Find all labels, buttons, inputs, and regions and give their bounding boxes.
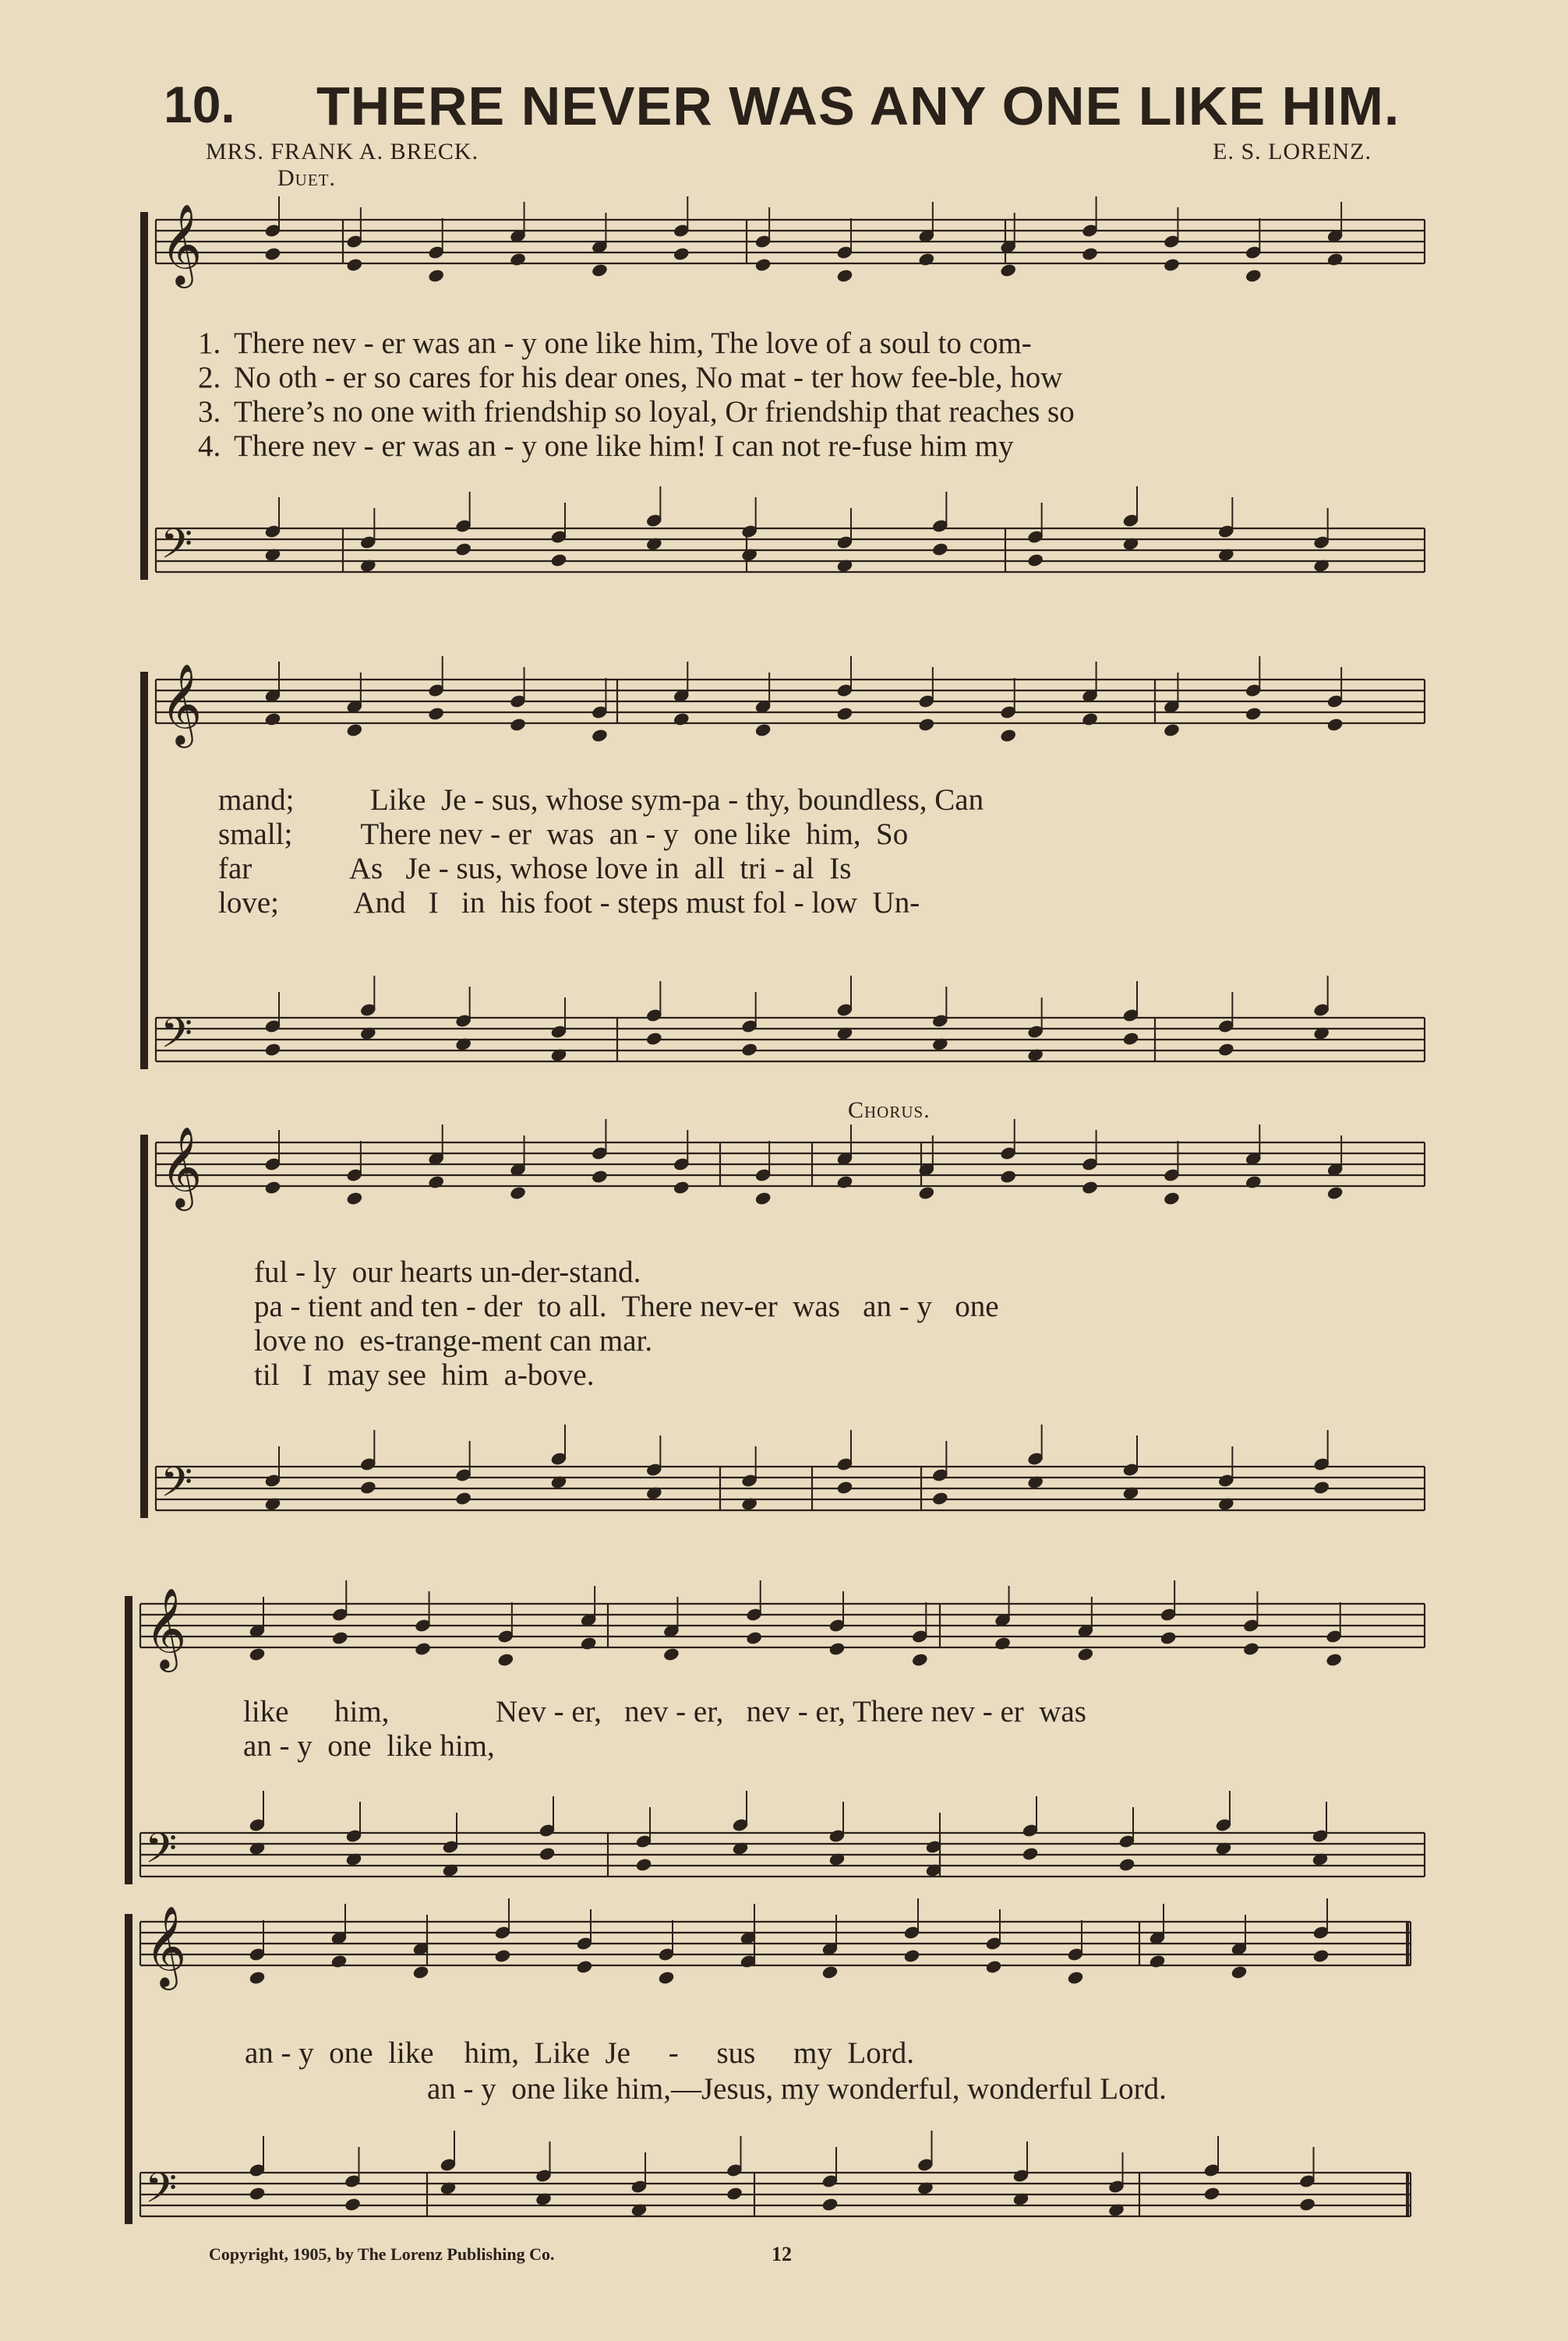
bass-clef: 𝄢 [161, 521, 193, 578]
note-head [1326, 252, 1343, 267]
system-brace [125, 1914, 132, 2224]
verse-line-2: 2. No oth - er so cares for his dear ones, No mat - ter how fee-ble, how [198, 361, 1063, 394]
treble-clef: 𝄞 [161, 663, 203, 745]
note-head [415, 1642, 431, 1656]
note-head [1000, 729, 1016, 743]
lyric-line-s4-1: like him, Nev - er, nev - er, nev - er, There nev - er was [243, 1695, 1086, 1728]
note-head [1067, 1971, 1083, 1985]
note-head [332, 1631, 348, 1645]
note-head [918, 252, 934, 267]
page-number: 12 [772, 2243, 792, 2265]
note-head [455, 542, 471, 556]
note-head [912, 1653, 928, 1667]
note-head [264, 247, 281, 261]
note-head [428, 1175, 444, 1189]
lyric-line-s3-1: ful - ly our hearts un-der-stand. [254, 1255, 641, 1289]
treble-clef: 𝄞 [161, 203, 203, 285]
note-head [1245, 1175, 1262, 1189]
note-head [344, 2198, 361, 2212]
lyric-line-s3-2: pa - tient and ten - der to all. There nev-er was an - y one [254, 1290, 999, 1323]
note-head [576, 1960, 592, 1974]
note-head [1312, 1949, 1329, 1963]
bass-clef: 𝄢 [161, 1459, 193, 1517]
hymn-title: THERE NEVER WAS ANY ONE LIKE HIM. [316, 76, 1400, 136]
note-head [539, 1847, 555, 1861]
note-head [249, 1647, 265, 1661]
note-head [1118, 1858, 1135, 1872]
note-head [1231, 1965, 1247, 1979]
note-head [1326, 1186, 1343, 1200]
system-brace [140, 212, 148, 580]
note-head [1027, 553, 1044, 567]
note-head [821, 2198, 838, 2212]
note-head [1164, 723, 1180, 737]
note-head [1218, 1043, 1234, 1057]
note-head [673, 247, 690, 261]
chorus-label: Chorus. [848, 1097, 931, 1123]
verse-line-2-cont: small; There nev - er was an - y one like him, So [218, 817, 909, 851]
note-head [346, 723, 362, 737]
note-head [580, 1637, 596, 1651]
note-head [1203, 2187, 1220, 2201]
note-head [918, 718, 934, 732]
note-head [673, 712, 690, 726]
verse-line-4: 4. There nev - er was an - y one like him! I can not re-fuse him my [198, 429, 1014, 463]
lyric-line-s4-2: an - y one like him, [243, 1729, 495, 1763]
note-head [1164, 1192, 1180, 1206]
system-brace [140, 1135, 148, 1518]
note-head [510, 718, 526, 732]
note-head [1245, 269, 1262, 283]
note-head [412, 1965, 429, 1979]
note-head [994, 1637, 1011, 1651]
note-head [592, 1170, 608, 1184]
lyric-line-s5-1: an - y one like him, Like Je - sus my Lord. [245, 2036, 914, 2070]
note-head [346, 258, 362, 272]
note-head [346, 1192, 362, 1206]
system-brace [140, 672, 148, 1069]
note-head [264, 1043, 281, 1057]
note-head [550, 553, 567, 567]
note-head [754, 258, 771, 272]
note-head [592, 729, 608, 743]
bass-clef: 𝄢 [145, 2165, 178, 2223]
note-head [510, 1186, 526, 1200]
note-head [836, 1175, 853, 1189]
composer-credit: E. S. LORENZ. [1213, 139, 1372, 164]
note-head [1299, 2198, 1315, 2212]
note-head [1149, 1954, 1165, 1968]
note-head [1082, 247, 1098, 261]
note-head [646, 1032, 662, 1046]
note-head [1164, 258, 1180, 272]
note-head [836, 707, 853, 721]
note-head [455, 1492, 471, 1506]
verse-line-1-cont: mand; Like Je - sus, whose sym-pa - thy, boundless, Can [218, 783, 984, 817]
lyric-line-s5-2: an - y one like him,—Jesus, my wonderful, wonderful Lord. [427, 2072, 1167, 2106]
note-head [1243, 1642, 1259, 1656]
note-head [592, 263, 608, 277]
note-head [754, 1192, 771, 1206]
note-head [1326, 718, 1343, 732]
note-head [726, 2187, 743, 2201]
verse-line-1: 1. There nev - er was an - y one like him, The love of a soul to com- [198, 327, 1032, 360]
note-head [1022, 1847, 1038, 1861]
note-head [836, 269, 853, 283]
bass-clef: 𝄢 [145, 1825, 178, 1883]
treble-clef: 𝄞 [145, 1587, 187, 1669]
note-head [1000, 1170, 1016, 1184]
treble-clef: 𝄞 [145, 1905, 187, 1987]
hymn-number: 10. [164, 76, 235, 133]
note-head [741, 1043, 758, 1057]
note-head [1000, 263, 1016, 277]
note-head [497, 1653, 514, 1667]
note-head [249, 2187, 265, 2201]
note-head [746, 1631, 762, 1645]
verse-line-3: 3. There’s no one with friendship so loyal, Or friendship that reaches so [198, 395, 1075, 429]
note-head [494, 1949, 510, 1963]
note-head [1326, 1653, 1342, 1667]
note-head [249, 1971, 265, 1985]
note-head [1082, 712, 1098, 726]
note-head [1122, 1032, 1139, 1046]
note-head [330, 1954, 347, 1968]
note-head [360, 1481, 376, 1495]
copyright-notice: Copyright, 1905, by The Lorenz Publishing Co. [209, 2244, 555, 2264]
verse-line-4-cont: love; And I in his foot - steps must fol - low Un- [218, 886, 920, 920]
title-row [164, 75, 1450, 145]
note-head [658, 1971, 674, 1985]
bass-clef: 𝄢 [161, 1010, 193, 1068]
note-head [1082, 1181, 1098, 1195]
note-head [673, 1181, 690, 1195]
note-head [932, 542, 948, 556]
note-head [1077, 1647, 1093, 1661]
treble-clef: 𝄞 [161, 1126, 203, 1208]
note-head [428, 269, 444, 283]
author-credit: MRS. FRANK A. BRECK. [206, 139, 479, 164]
note-head [985, 1960, 1001, 1974]
note-head [428, 707, 444, 721]
system-brace [125, 1596, 132, 1884]
voicing-label: Duet. [277, 165, 336, 191]
note-head [836, 1481, 853, 1495]
note-head [264, 1181, 281, 1195]
note-head [821, 1965, 838, 1979]
verse-line-3-cont: far As Je - sus, whose love in all tri - al Is [218, 852, 852, 885]
note-head [264, 712, 281, 726]
lyric-line-s3-3: love no es-trange-ment can mar. [254, 1324, 653, 1358]
note-head [510, 252, 526, 267]
note-head [828, 1642, 845, 1656]
note-head [754, 723, 771, 737]
note-head [663, 1647, 680, 1661]
note-head [635, 1858, 652, 1872]
note-head [1313, 1481, 1330, 1495]
note-head [903, 1949, 920, 1963]
note-head [932, 1492, 948, 1506]
note-head [1160, 1631, 1176, 1645]
note-head [1245, 707, 1262, 721]
note-head [918, 1186, 934, 1200]
lyric-line-s3-4: til I may see him a-bove. [254, 1358, 595, 1392]
